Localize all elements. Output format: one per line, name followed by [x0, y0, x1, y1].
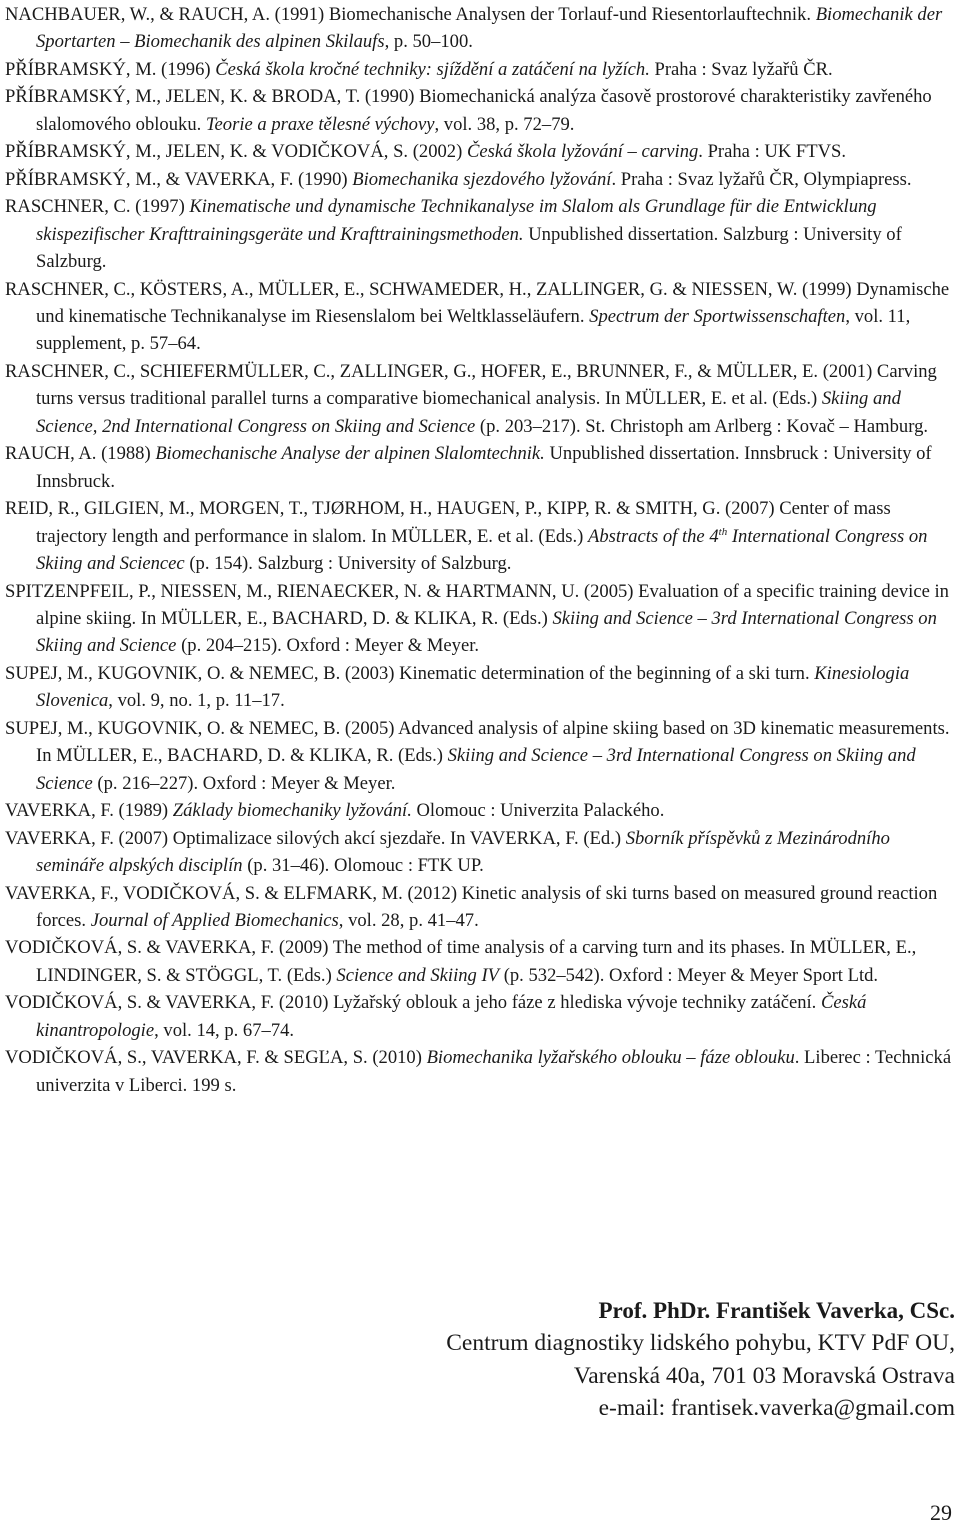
reference-text: (p. 31–46). Olomouc : FTK UP.	[242, 855, 484, 877]
reference-title-text: Abstracts of the 4	[587, 525, 719, 547]
reference-title-text: Kinesiologia Slovenica	[36, 662, 910, 712]
reference-title-text: International Congress on Skiing and Sciencec	[36, 525, 928, 575]
reference-entry	[5, 989, 957, 1044]
reference-text: Unpublished dissertation. Innsbruck : University of Innsbruck.	[36, 443, 932, 492]
reference-text: SUPEJ, M., KUGOVNIK, O. & NEMEC, B. (2005) Advanced analysis of alpine skiing based on 3D kinematic measurements. In MÜLLER, E., BACHARD, D. & KLIKA, R. (Eds.)	[5, 717, 950, 767]
reference-text: , vol. 28, p. 41–47.	[338, 909, 479, 931]
reference-title-text: Česká škola lyžování – carving	[466, 141, 699, 163]
reference-text: SPITZENPFEIL, P., NIESSEN, M., RIENAECKER, N. & HARTMANN, U. (2005) Evaluation of a specific training device in alpine skiing. In MÜLLER, E., BACHARD, D. & KLIKA, R. (Eds.)	[5, 580, 949, 629]
page-number: 29	[930, 1500, 952, 1525]
reference-title-text: Journal of Applied Biomechanics	[90, 909, 339, 931]
reference-text: VAVERKA, F. (1989)	[5, 800, 173, 822]
reference-list	[5, 1, 957, 1099]
reference-entry	[5, 495, 957, 577]
reference-text: VODIČKOVÁ, S., VAVERKA, F. & SEGĽA, S. (2010)	[5, 1047, 427, 1069]
reference-text: VODIČKOVÁ, S. & VAVERKA, F. (2010) Lyžařský oblouk a jeho fáze z hlediska vývoje techniky zatáčení.	[5, 992, 821, 1014]
reference-entry	[5, 934, 957, 989]
reference-text: (p. 154). Salzburg : University of Salzburg.	[184, 553, 512, 575]
reference-title-text: Biomechanische Analyse der alpinen Slalomtechnik.	[155, 443, 545, 465]
reference-entry	[5, 193, 957, 275]
reference-entry	[5, 715, 957, 797]
reference-text: NACHBAUER, W., & RAUCH, A. (1991) Biomechanische Analysen der Torlauf-und Riesentorlauftechnik.	[5, 4, 816, 25]
reference-title-text: Biomechanik der Sportarten – Biomechanik des alpinen Skilaufs	[36, 4, 943, 53]
reference-text: Unpublished dissertation. Salzburg : University of Salzburg.	[36, 223, 902, 273]
reference-title-text: Česká kinantropologie	[36, 992, 867, 1041]
reference-title-text: Skiing and Science, 2nd International Congress on Skiing and Science	[36, 388, 901, 437]
reference-entry	[5, 825, 957, 880]
reference-text: RAUCH, A. (1988)	[5, 443, 156, 465]
reference-text: . Praha : Svaz lyžařů ČR, Olympiapress.	[611, 168, 912, 190]
reference-text: SUPEJ, M., KUGOVNIK, O. & NEMEC, B. (2003) Kinematic determination of the beginning of a ski turn.	[5, 662, 815, 684]
author-signature	[446, 1294, 955, 1425]
reference-entry	[5, 166, 957, 193]
reference-entry	[5, 276, 957, 358]
reference-text: Praha : Svaz lyžařů ČR.	[649, 58, 833, 80]
reference-text: , vol. 38, p. 72–79.	[434, 113, 575, 135]
reference-text: Olomouc : Univerzita Palackého.	[411, 800, 665, 822]
reference-title-text: Biomechanika lyžařského oblouku – fáze oblouku	[426, 1047, 795, 1069]
reference-text: , vol. 9, no. 1, p. 11–17.	[108, 690, 285, 712]
reference-text: , vol. 14, p. 67–74.	[154, 1019, 295, 1041]
reference-text: , vol. 11, supplement, p. 57–64.	[36, 305, 911, 355]
reference-text: VAVERKA, F. (2007) Optimalizace silových akcí sjezdaře. In VAVERKA, F. (Ed.)	[5, 827, 626, 849]
reference-text: PŘÍBRAMSKÝ, M., & VAVERKA, F. (1990)	[5, 168, 353, 190]
reference-entry	[5, 358, 957, 440]
reference-text: RASCHNER, C., KÖSTERS, A., MÜLLER, E., SCHWAMEDER, H., ZALLINGER, G. & NIESSEN, W. (1999) Dynamische und kinematische Technikanalyse im Riesenslalom bei Weltklasseläufern.	[5, 278, 950, 327]
reference-text: (p. 216–227). Oxford : Meyer & Meyer.	[92, 772, 396, 794]
reference-text: VAVERKA, F., VODIČKOVÁ, S. & ELFMARK, M. (2012) Kinetic analysis of ski turns based on measured ground reaction forces.	[5, 882, 938, 931]
reference-entry	[5, 440, 957, 495]
reference-entry	[5, 797, 957, 824]
reference-text: (p. 203–217). St. Christoph am Arlberg : Kovač – Hamburg.	[475, 415, 929, 437]
reference-entry	[5, 1, 957, 56]
reference-text: PŘÍBRAMSKÝ, M., JELEN, K. & BRODA, T. (1990) Biomechanická analýza časově prostorové charakteristiky zavřeného slalomového oblouku.	[5, 86, 932, 135]
author-institution: Centrum diagnostiky lidského pohybu, KTV PdF OU,	[446, 1330, 955, 1356]
reference-text: PŘÍBRAMSKÝ, M., JELEN, K. & VODIČKOVÁ, S. (2002)	[5, 141, 467, 163]
reference-text: , p. 50–100.	[384, 31, 473, 53]
reference-text: RASCHNER, C., SCHIEFERMÜLLER, C., ZALLINGER, G., HOFER, E., BRUNNER, F., & MÜLLER, E. (2001) Carving turns versus traditional parallel turns a comparative biomechanical analysis. In MÜLLER, E. et al. (Eds.)	[5, 360, 937, 410]
reference-text: (p. 532–542). Oxford : Meyer & Meyer Sport Ltd.	[499, 964, 879, 986]
reference-text: PŘÍBRAMSKÝ, M. (1996)	[5, 58, 216, 80]
reference-title-text: Biomechanika sjezdového lyžování	[352, 168, 612, 190]
reference-entry	[5, 578, 957, 660]
reference-title-text: Kinematische und dynamische Technikanalyse im Slalom als Grundlage für die Entwicklung skispezifischer Krafttrainingsgeräte und Krafttrainingsmethoden.	[36, 196, 877, 245]
reference-text: VODIČKOVÁ, S. & VAVERKA, F. (2009) The method of time analysis of a carving turn and its phases. In MÜLLER, E., LINDINGER, S. & STÖGGL, T. (Eds.)	[5, 937, 917, 986]
reference-entry	[5, 56, 957, 83]
reference-text: RASCHNER, C. (1997)	[5, 196, 190, 218]
reference-entry	[5, 138, 957, 165]
reference-title-text: Základy biomechaniky lyžování.	[172, 800, 412, 822]
reference-title-text: Sborník příspěvků z Mezinárodního semináře alpských disciplín	[36, 827, 890, 877]
reference-title-text: Science and Skiing IV	[336, 964, 500, 986]
reference-entry	[5, 83, 957, 138]
author-name: Prof. PhDr. František Vaverka, CSc.	[598, 1298, 955, 1323]
reference-title-text: Spectrum der Sportwissenschaften	[589, 305, 846, 327]
reference-entry	[5, 660, 957, 715]
reference-title-text: th	[718, 525, 728, 538]
reference-entry	[5, 1044, 957, 1099]
author-address: Varenská 40a, 701 03 Moravská Ostrava	[573, 1362, 955, 1389]
author-email: e-mail: frantisek.vaverka@gmail.com	[598, 1395, 955, 1421]
reference-text: (p. 204–215). Oxford : Meyer & Meyer.	[176, 635, 480, 657]
reference-title-text: Česká škola kročné techniky: sjíždění a zatáčení na lyžích.	[215, 58, 650, 80]
reference-entry	[5, 880, 957, 935]
reference-text: REID, R., GILGIEN, M., MORGEN, T., TJØRHOM, H., HAUGEN, P., KIPP, R. & SMITH, G. (2007) Center of mass trajectory length and performance in slalom. In MÜLLER, E. et al. (Eds.)	[5, 498, 891, 547]
reference-title-text: Skiing and Science – 3rd International Congress on Skiing and Science	[36, 607, 937, 657]
reference-text: . Praha : UK FTVS.	[698, 141, 847, 163]
reference-title-text: Skiing and Science – 3rd International Congress on Skiing and Science	[36, 745, 916, 794]
reference-title-text: Teorie a praxe tělesné výchovy	[205, 113, 435, 135]
reference-text: . Liberec : Technická univerzita v Liberci. 199 s.	[36, 1047, 952, 1096]
